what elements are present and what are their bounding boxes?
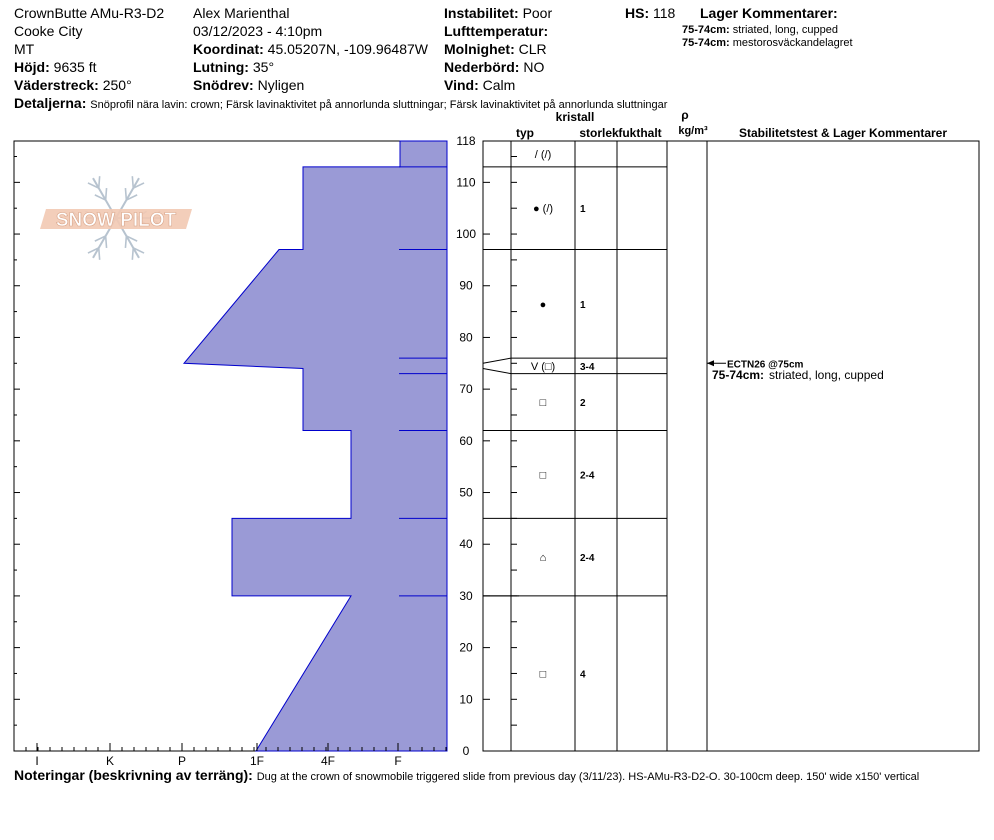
y-tick-label: 70 — [459, 382, 473, 397]
grain-size-label: 4 — [580, 669, 586, 681]
notes-label: Noteringar (beskrivning av terräng): — [14, 767, 253, 783]
coord-label: Koordinat: — [193, 41, 264, 57]
y-tick-label: 90 — [459, 278, 473, 293]
y-tick-label: 40 — [459, 537, 473, 552]
details-value: Snöprofil nära lavin: crown; Färsk lavinaktivitet på annorlunda sluttningar; Färsk lavinaktivitet på annorlunda sluttningar — [90, 99, 668, 111]
precip-value: NO — [523, 59, 545, 75]
grain-type-symbol: / (/) — [534, 148, 552, 161]
stability-test-label: ECTN26 @75cm — [727, 359, 804, 371]
grain-type-symbol: ● — [539, 298, 547, 311]
layer-comment-text: mestorosväckandelagret — [732, 37, 853, 49]
site-name: CrownButte AMu-R3-D2 — [14, 5, 165, 21]
snowflake-branch — [99, 248, 100, 260]
snowflake-branch — [99, 176, 100, 188]
grain-size-label: 2 — [580, 398, 586, 410]
y-tick-label: 118 — [456, 134, 476, 148]
grain-type-symbol: ⌂ — [539, 552, 547, 565]
city: Cooke City — [14, 23, 83, 39]
layer-comment-text: striated, long, cupped — [732, 24, 838, 36]
grain-type-symbol: V (□) — [530, 360, 556, 373]
column-header-crystal: kristall — [555, 110, 595, 124]
layer-comment-range: 75-74cm: — [682, 37, 730, 49]
logo-text: SNOW PILOT — [55, 210, 177, 231]
sky-value: CLR — [518, 41, 547, 57]
x-tick-label: 4F — [320, 754, 336, 768]
snow-label: Snödrev: — [193, 77, 254, 93]
details-label: Detaljerna: — [14, 95, 87, 111]
y-tick-label: 20 — [459, 640, 473, 655]
layer-connector — [483, 368, 511, 373]
column-header-rho: ρ — [681, 108, 689, 122]
x-tick-label: I — [35, 754, 39, 768]
grain-type-symbol: □ — [539, 668, 547, 681]
hs-label: HS: — [625, 5, 650, 21]
y-tick-label: 80 — [459, 330, 473, 345]
y-tick-label: 60 — [459, 433, 473, 448]
column-header-density: kg/m³ — [678, 125, 708, 137]
snowflake-branch — [106, 236, 107, 248]
x-tick-label: P — [177, 754, 187, 768]
column-header-type: typ — [516, 126, 534, 140]
grain-size-label: 2-4 — [580, 470, 595, 482]
grain-size-label: 1 — [580, 204, 586, 216]
stability-test-arrowhead — [707, 360, 714, 366]
sky-label: Molnighet: — [444, 41, 515, 57]
layer-connector — [483, 358, 511, 363]
elevation-label: Höjd: — [14, 59, 50, 75]
y-tick-label: 110 — [456, 175, 476, 190]
elevation-value: 9635 ft — [53, 59, 97, 75]
grain-size-label: 2-4 — [580, 553, 595, 565]
coord-value: 45.05207N, -109.96487W — [267, 41, 428, 57]
layer-table-frame — [483, 141, 979, 751]
slope-value: 35° — [252, 59, 275, 75]
hs-value: 118 — [653, 5, 676, 21]
snowflake-branch — [132, 176, 133, 188]
layer-comment-range: 75-74cm: — [682, 24, 730, 36]
column-header-moisture: fukthalt — [618, 126, 662, 140]
grain-size-label: 1 — [580, 299, 586, 311]
layer-comment-range: 75-74cm: — [712, 367, 765, 382]
aspect-label: Väderstreck: — [14, 77, 99, 93]
instability-label: Instabilitet: — [444, 5, 519, 21]
snowflake-branch — [132, 248, 133, 260]
snow-value: Nyligen — [257, 77, 305, 93]
x-tick-label: F — [394, 754, 402, 768]
grain-type-symbol: □ — [539, 469, 547, 482]
instability-value: Poor — [522, 5, 553, 21]
precip-label: Nederbörd: — [444, 59, 520, 75]
grain-size-label: 3-4 — [580, 361, 595, 373]
y-tick-label: 100 — [455, 227, 477, 242]
notes — [14, 766, 994, 786]
hardness-profile-area — [184, 141, 447, 751]
state: MT — [14, 41, 35, 57]
airtemp-label: Lufttemperatur: — [444, 23, 549, 39]
slope-label: Lutning: — [193, 59, 249, 75]
y-tick-label: 30 — [459, 588, 473, 603]
layer-comments-heading: Lager Kommentarer: — [700, 5, 838, 21]
wind-label: Vind: — [444, 77, 479, 93]
aspect-value: 250° — [102, 77, 132, 93]
snowflake-branch — [125, 236, 126, 248]
observer: Alex Marienthal — [193, 5, 290, 21]
column-header-stability: Stabilitetstest & Lager Kommentarer — [738, 126, 948, 140]
notes-text: Dug at the crown of snowmobile triggered slide from previous day (3/11/23). HS-AMu-R3-D2-O. 30-100cm deep. 150' wide x150' vertical — [256, 771, 920, 783]
snowflake-branch — [106, 188, 107, 200]
datetime: 03/12/2023 - 4:10pm — [193, 23, 323, 39]
y-tick-label: 50 — [459, 485, 473, 500]
grain-type-symbol: □ — [539, 397, 547, 410]
layer-comment-text: striated, long, cupped — [769, 367, 884, 382]
y-tick-label: 0 — [462, 744, 470, 758]
column-header-size: storlek — [579, 126, 619, 140]
snowpilot-logo — [40, 176, 192, 260]
grain-type-symbol: ● (/) — [532, 203, 554, 216]
x-tick-label: K — [105, 754, 115, 768]
snowflake-branch — [125, 188, 126, 200]
x-tick-label: 1F — [249, 754, 265, 768]
y-tick-label: 10 — [459, 692, 473, 707]
wind-value: Calm — [482, 77, 516, 93]
